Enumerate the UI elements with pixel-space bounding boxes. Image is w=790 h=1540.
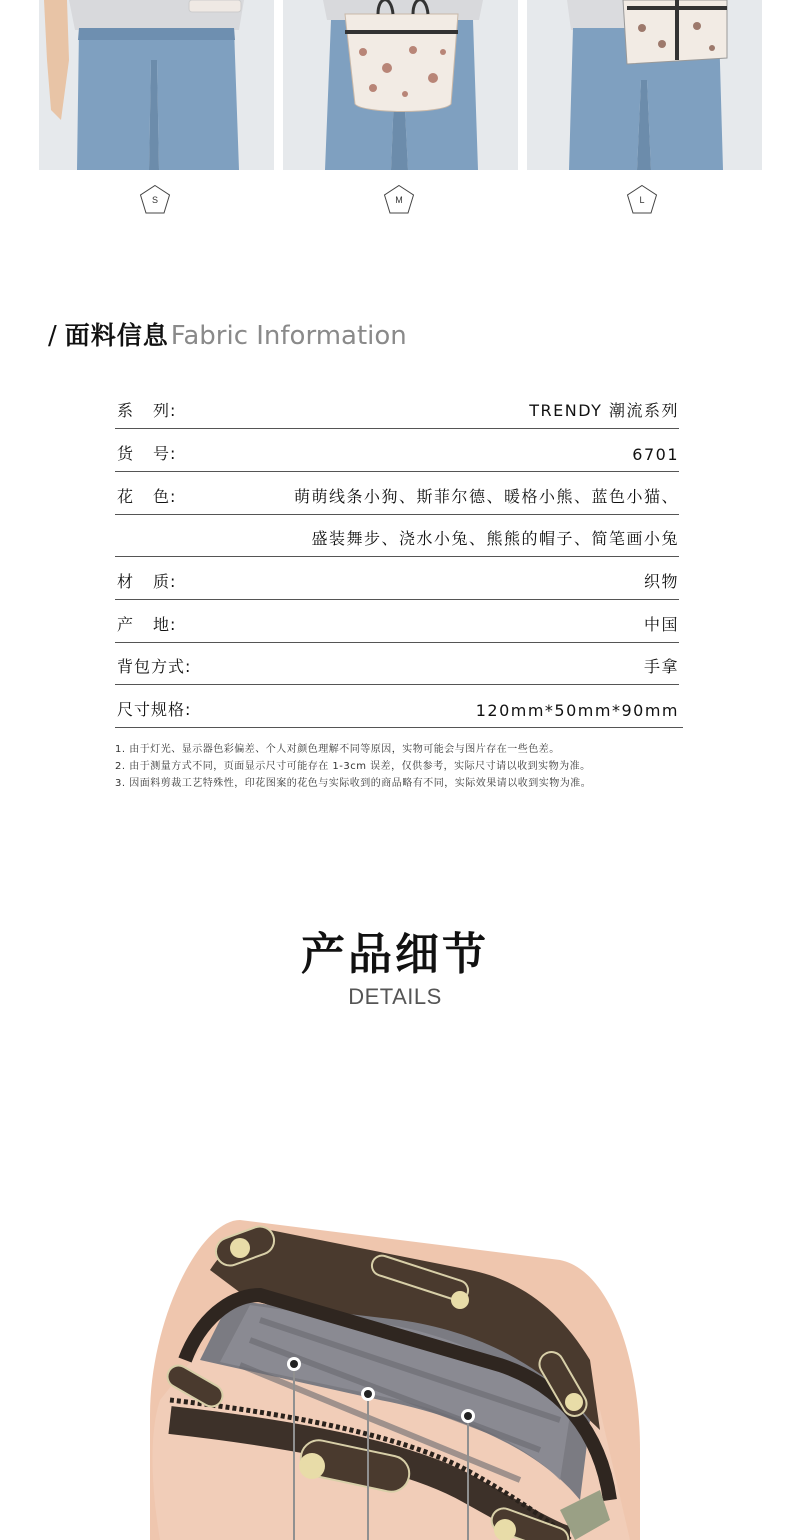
size-badge-s	[139, 184, 171, 216]
spec-row-material	[115, 556, 679, 600]
size-label-s: S	[151, 195, 158, 205]
fabric-section-header	[48, 316, 407, 350]
spec-value: 织物	[643, 572, 679, 591]
spec-label: 产 地:	[117, 615, 177, 634]
header-slash: /	[48, 321, 57, 351]
spec-label: 花 色:	[117, 487, 177, 506]
spec-label: 系 列:	[117, 401, 177, 420]
spec-label: 货 号:	[117, 444, 177, 463]
spec-value: 盛装舞步、浇水小兔、熊熊的帽子、简笔画小兔	[311, 529, 679, 548]
spec-row-pattern-cont	[115, 514, 679, 557]
spec-label: 材 质:	[117, 572, 177, 591]
spec-row-pattern	[115, 471, 679, 515]
spec-label: 尺寸规格:	[117, 700, 192, 719]
spec-row-series	[115, 386, 679, 429]
fabric-title-cn: 面料信息	[64, 321, 169, 350]
size-badge-m	[383, 184, 415, 216]
size-photo-s	[39, 0, 274, 170]
spec-value: 萌萌线条小狗、斯菲尔德、暖格小熊、蓝色小猫、	[293, 487, 679, 506]
spec-value: 6701	[632, 445, 679, 464]
size-photo-l	[527, 0, 762, 170]
details-title-en: DETAILS	[348, 984, 442, 1009]
product-detail-image	[0, 1200, 790, 1540]
spec-row-item-no	[115, 428, 679, 472]
spec-value: TRENDY 潮流系列	[529, 401, 679, 420]
note-item: 2. 由于测量方式不同，页面显示尺寸可能存在 1-3cm 误差，仅供参考，实际尺寸请以收到实物为准。	[115, 761, 591, 772]
size-photo-m	[283, 0, 518, 170]
note-item: 1. 由于灯光、显示器色彩偏差、个人对颜色理解不同等原因，实物可能会与图片存在一些色差。	[115, 744, 560, 755]
size-label-m: M	[395, 195, 403, 205]
spec-label: 背包方式:	[117, 657, 192, 676]
note-item: 3. 因面料剪裁工艺特殊性，印花图案的花色与实际收到的商品略有不同，实际效果请以收到实物为准。	[115, 778, 592, 789]
size-badge-l	[626, 184, 658, 216]
spec-value: 中国	[643, 615, 679, 634]
fabric-title-en: Fabric Information	[170, 321, 407, 351]
size-label-l: L	[639, 195, 645, 205]
disclaimer-notes	[115, 741, 715, 792]
spec-row-size	[115, 684, 683, 728]
spec-value: 120mm*50mm*90mm	[475, 701, 679, 720]
spec-value: 手拿	[643, 657, 679, 676]
details-title-cn: 产品细节	[301, 929, 489, 980]
spec-row-carry	[115, 642, 679, 685]
spec-row-origin	[115, 599, 679, 643]
